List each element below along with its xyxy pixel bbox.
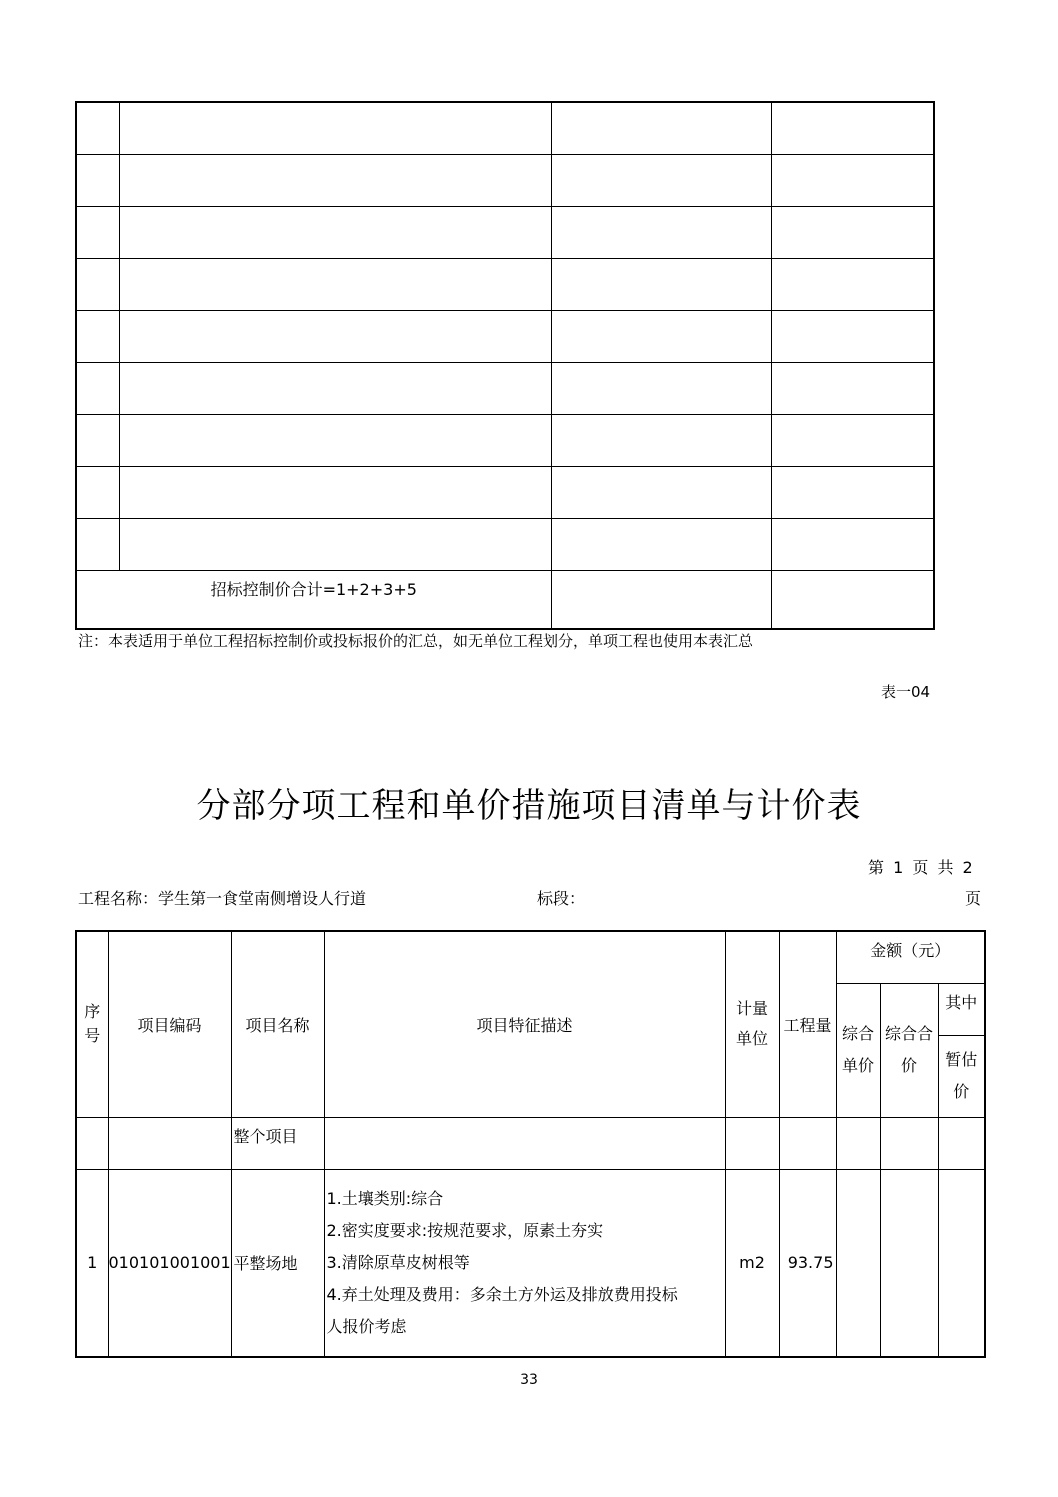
bill-table	[75, 930, 986, 1358]
page-info-tail: 页	[965, 889, 982, 908]
header-desc: 项目特征描述	[324, 931, 725, 1117]
summary-row	[76, 259, 934, 311]
header-qty: 工程量	[779, 931, 836, 1117]
item-code: 010101001001	[108, 1169, 231, 1357]
header-of-which: 其中	[938, 983, 985, 1035]
summary-total-row	[76, 571, 934, 630]
summary-row	[76, 207, 934, 259]
header-total: 综合合价	[880, 983, 938, 1117]
summary-row	[76, 363, 934, 415]
item-seq: 1	[76, 1169, 108, 1357]
item-desc-line: 2.密实度要求:按规范要求，原素土夯实	[326, 1220, 604, 1240]
summary-row	[76, 102, 934, 155]
page-footer: 33	[520, 1372, 538, 1388]
summary-row	[76, 467, 934, 519]
page-title: 分部分项工程和单价措施项目清单与计价表	[196, 786, 862, 826]
header-name: 项目名称	[231, 931, 324, 1117]
item-desc-line: 3.清除原草皮树根等	[326, 1252, 470, 1272]
header-unit-price: 综合单价	[836, 983, 880, 1117]
table-number: 表一04	[881, 683, 931, 701]
summary-table	[75, 101, 935, 630]
item-name: 平整场地	[231, 1169, 324, 1357]
header-code: 项目编码	[108, 931, 231, 1117]
header-seq: 序号	[76, 931, 108, 1117]
section-label: 标段：	[537, 889, 586, 908]
page-info: 第 1 页 共 2	[868, 858, 973, 877]
summary-row	[76, 311, 934, 363]
item-desc-line: 1.土壤类别:综合	[326, 1188, 444, 1208]
table-row	[76, 1169, 985, 1357]
item-qty: 93.75	[779, 1169, 836, 1357]
group-name: 整个项目	[231, 1117, 324, 1169]
header-provisional: 暂估价	[938, 1035, 985, 1117]
item-unit: m2	[725, 1169, 779, 1357]
table-note: 注：本表适用于单位工程招标控制价或投标报价的汇总，如无单位工程划分，单项工程也使用本表汇总	[78, 632, 754, 650]
item-desc-line: 人报价考虑	[326, 1316, 407, 1336]
group-row	[76, 1117, 985, 1169]
item-desc-line: 4.弃土处理及费用：多余土方外运及排放费用投标	[326, 1284, 678, 1304]
header-unit: 计量单位	[725, 931, 779, 1117]
item-desc	[324, 1169, 725, 1357]
summary-row	[76, 519, 934, 571]
header-amount: 金额（元）	[836, 931, 985, 983]
summary-row	[76, 415, 934, 467]
total-label: 招标控制价合计=1+2+3+5	[76, 571, 551, 630]
summary-row	[76, 155, 934, 207]
project-name: 工程名称：学生第一食堂南侧增设人行道	[78, 889, 367, 908]
